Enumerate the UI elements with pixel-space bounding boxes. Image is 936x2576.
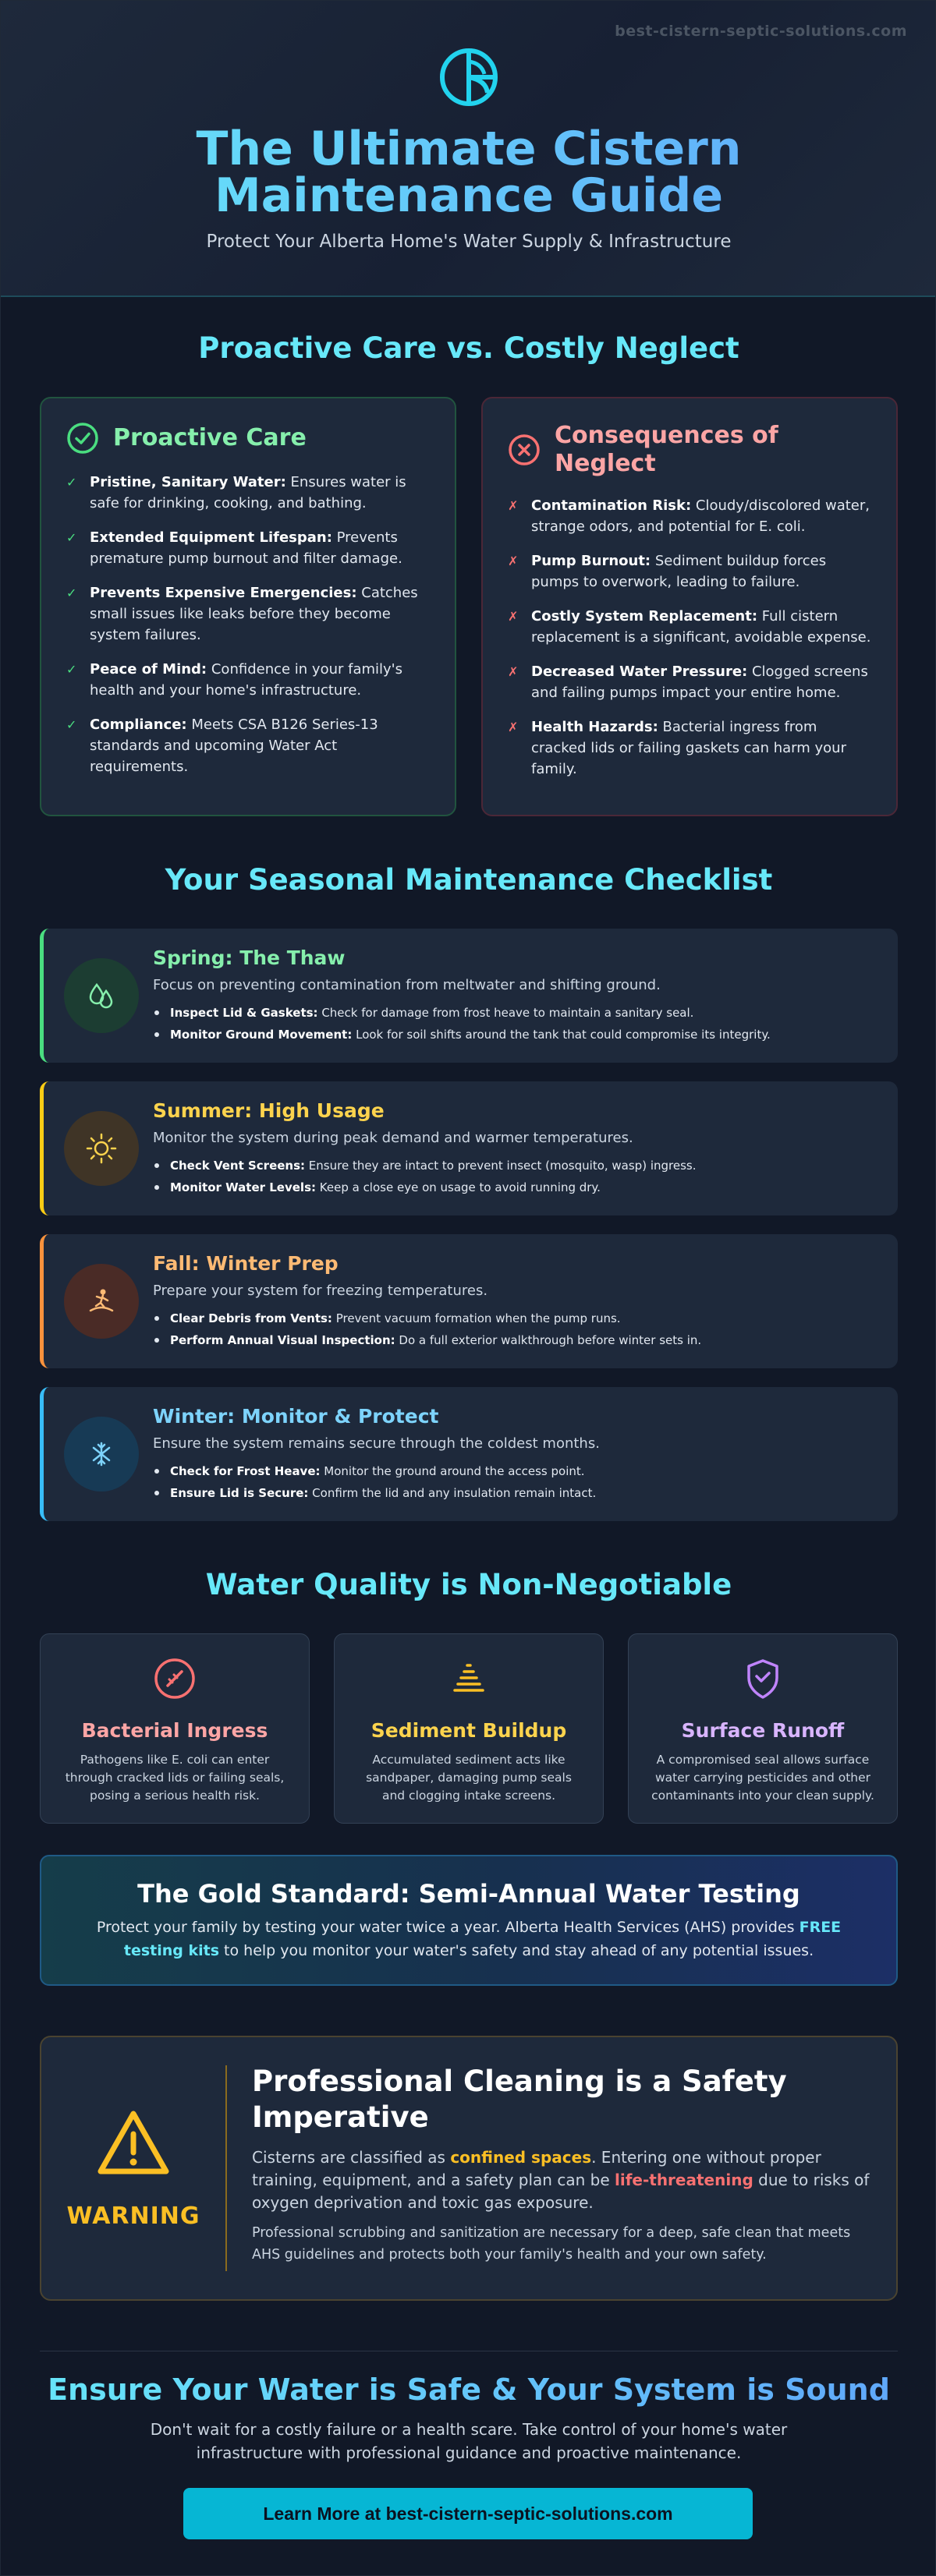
warning-label: WARNING xyxy=(66,2203,200,2230)
water-quality-text: A compromised seal allows surface water carrying pesticides and other contaminants into your clean supply. xyxy=(651,1753,874,1803)
list-item: ✓ Peace of Mind: Confidence in your family's health and your home's infrastructure. xyxy=(66,661,402,699)
season-checklist xyxy=(153,1307,874,1351)
list-item: Check for Frost Heave: Monitor the ground around the access point. xyxy=(153,1460,874,1482)
list-item: ✓ Prevents Expensive Emergencies: Catches small issues like leaks before they become system failures. xyxy=(66,585,418,643)
list-item: Check Vent Screens: Ensure they are intact to prevent insect (mosquito, wasp) ingress. xyxy=(153,1155,874,1177)
gold-standard-text: Protect your family by testing your water twice a year. Alberta Health Services (AHS) provides FREE testing kits to help you monitor your water's safety and stay ahead of any potential issues. xyxy=(96,1919,842,1959)
list-item: ✓ Compliance: Meets CSA B126 Series-13 standards and upcoming Water Act requirements. xyxy=(66,717,378,775)
list-item: Perform Annual Visual Inspection: Do a full exterior walkthrough before winter sets in. xyxy=(153,1329,874,1351)
season-title: Winter: Monitor & Protect xyxy=(153,1405,439,1428)
water-quality-title: Bacterial Ingress xyxy=(81,1719,268,1742)
water-quality-title: Surface Runoff xyxy=(681,1719,845,1742)
season-card-spring xyxy=(40,929,898,1063)
comparison-heading: Proactive Care vs. Costly Neglect xyxy=(198,331,739,365)
season-title: Summer: High Usage xyxy=(153,1099,385,1122)
season-checklist xyxy=(153,1460,874,1504)
warning-triangle-icon xyxy=(98,2109,169,2176)
learn-more-button[interactable]: Learn More at best-cistern-septic-solutions.com xyxy=(183,2488,753,2539)
water-quality-heading: Water Quality is Non-Negotiable xyxy=(205,1568,732,1601)
season-desc: Ensure the system remains secure through the coldest months. xyxy=(153,1435,600,1452)
gold-standard-banner xyxy=(40,1855,898,1986)
water-quality-card-bacterial xyxy=(40,1633,310,1824)
season-checklist xyxy=(153,1002,874,1046)
sun-icon xyxy=(64,1111,139,1186)
list-item: ✓ Extended Equipment Lifespan: Prevents premature pump burnout and filter damage. xyxy=(66,529,402,567)
seasonal-heading: Your Seasonal Maintenance Checklist xyxy=(165,863,773,897)
warning-card xyxy=(40,2036,898,2301)
season-checklist xyxy=(153,1155,874,1198)
season-title: Spring: The Thaw xyxy=(153,947,346,969)
list-item: ✗ Contamination Risk: Cloudy/discolored water, strange odors, and potential for E. coli. xyxy=(508,497,870,535)
snowflake-icon xyxy=(64,1417,139,1491)
site-url: best-cistern-septic-solutions.com xyxy=(615,23,907,40)
list-item: ✗ Costly System Replacement: Full cistern replacement is a significant, avoidable expense. xyxy=(508,608,871,646)
page-title: The Ultimate Cistern Maintenance Guide xyxy=(1,126,936,219)
shield-icon xyxy=(739,1654,787,1703)
sediment-layers-icon xyxy=(445,1654,493,1703)
gold-standard-title: The Gold Standard: Semi-Annual Water Testing xyxy=(137,1879,800,1909)
water-quality-text: Pathogens like E. coli can enter through cracked lids or failing seals, posing a serious health risk. xyxy=(65,1753,285,1803)
season-card-fall xyxy=(40,1234,898,1368)
check-circle-icon xyxy=(66,422,99,455)
neglect-list xyxy=(508,495,871,780)
person-raking-icon xyxy=(64,1264,139,1339)
season-card-winter xyxy=(40,1387,898,1521)
water-drops-icon xyxy=(64,958,139,1033)
season-desc: Prepare your system for freezing temperatures. xyxy=(153,1283,488,1299)
neglect-card xyxy=(481,397,898,816)
season-desc: Monitor the system during peak demand and warmer temperatures. xyxy=(153,1130,633,1146)
page-subtitle: Protect Your Alberta Home's Water Supply & Infrastructure xyxy=(206,232,732,252)
proactive-care-list xyxy=(66,472,430,777)
proactive-care-card xyxy=(40,397,456,816)
bacteria-icon xyxy=(151,1654,199,1703)
water-quality-text: Accumulated sediment acts like sandpaper, damaging pump seals and clogging intake screens. xyxy=(366,1753,572,1803)
list-item: Monitor Water Levels: Keep a close eye on usage to avoid running dry. xyxy=(153,1177,874,1198)
warning-paragraph: Professional scrubbing and sanitization are necessary for a deep, safe clean that meets AHS guidelines and protects both your family's health and your own safety. xyxy=(252,2225,851,2263)
list-item: ✗ Pump Burnout: Sediment buildup forces pumps to overwork, leading to failure. xyxy=(508,553,827,590)
footer-text: Don't wait for a costly failure or a health scare. Take control of your home's water infrastructure with professional guidance and proactive maintenance. xyxy=(150,2420,788,2462)
list-item: Clear Debris from Vents: Prevent vacuum formation when the pump runs. xyxy=(153,1307,874,1329)
list-item: Ensure Lid is Secure: Confirm the lid and any insulation remain intact. xyxy=(153,1482,874,1504)
list-item: ✓ Pristine, Sanitary Water: Ensures water is safe for drinking, cooking, and bathing. xyxy=(66,474,406,511)
warning-paragraph: Cisterns are classified as confined spaces. Entering one without proper training, equipment, and a safety plan can be life-threatening due to risks of oxygen deprivation and toxic gas exposure. xyxy=(252,2148,870,2212)
season-title: Fall: Winter Prep xyxy=(153,1252,339,1275)
cistern-logo-icon xyxy=(436,44,502,110)
list-item: Inspect Lid & Gaskets: Check for damage from frost heave to maintain a sanitary seal. xyxy=(153,1002,874,1024)
water-quality-card-sediment xyxy=(334,1633,604,1824)
list-item: Monitor Ground Movement: Look for soil shifts around the tank that could compromise its integrity. xyxy=(153,1024,874,1046)
warning-title: Professional Cleaning is a Safety Imperative xyxy=(252,2065,787,2134)
neglect-title: Consequences of Neglect xyxy=(555,422,778,477)
proactive-care-title: Proactive Care xyxy=(113,424,307,451)
season-card-summer xyxy=(40,1081,898,1215)
free-testing-kits-highlight: FREE testing kits xyxy=(123,1919,842,1959)
footer-title: Ensure Your Water is Safe & Your System is Sound xyxy=(1,2373,936,2407)
list-item: ✗ Decreased Water Pressure: Clogged screens and failing pumps impact your entire home. xyxy=(508,663,868,701)
water-quality-card-runoff xyxy=(628,1633,898,1824)
season-desc: Focus on preventing contamination from meltwater and shifting ground. xyxy=(153,977,661,993)
warning-divider xyxy=(225,2065,227,2271)
page-header xyxy=(1,1,935,297)
x-circle-icon xyxy=(508,433,541,466)
water-quality-title: Sediment Buildup xyxy=(370,1719,567,1742)
list-item: ✗ Health Hazards: Bacterial ingress from cracked lids or failing gaskets can harm your family. xyxy=(508,719,846,777)
